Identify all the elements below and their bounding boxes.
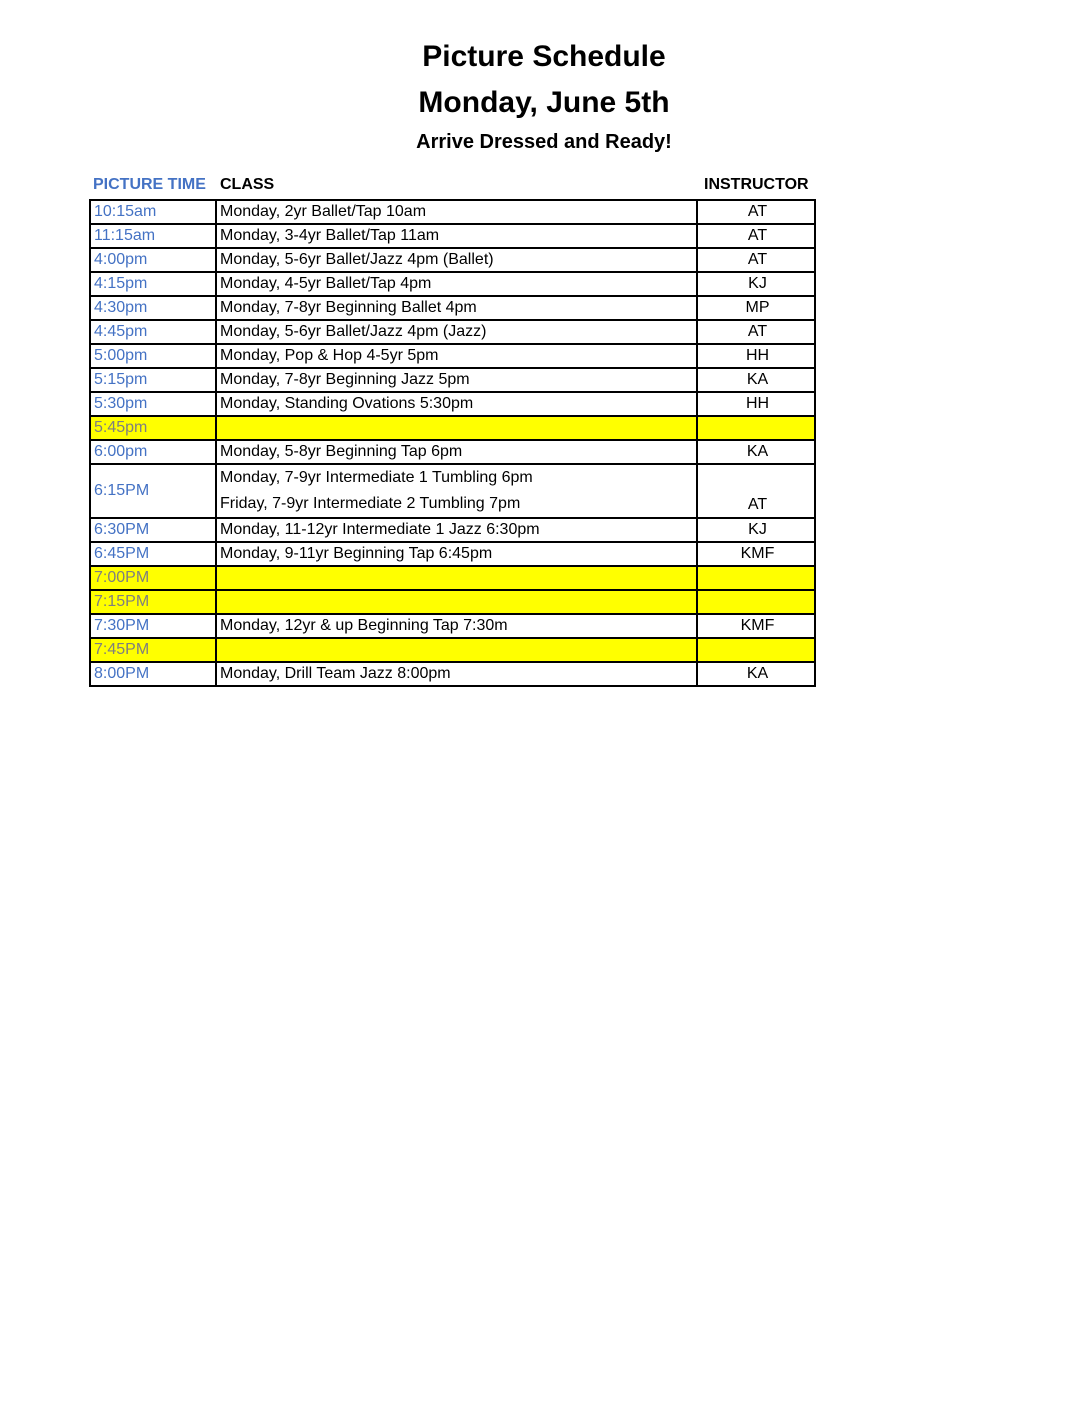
- picture-time-cell: 7:15PM: [90, 590, 216, 614]
- schedule-table-body: [90, 200, 815, 686]
- instructor-cell: HH: [697, 392, 815, 416]
- column-header-picture-time: PICTURE TIME: [93, 176, 206, 193]
- class-cell: Monday, 3-4yr Ballet/Tap 11am: [216, 224, 697, 248]
- column-header-class: CLASS: [220, 176, 275, 193]
- instructor-cell: KA: [697, 440, 815, 464]
- table-row: [90, 248, 815, 272]
- picture-time-cell: 5:00pm: [90, 344, 216, 368]
- schedule-table: [89, 199, 816, 687]
- class-cell: [216, 566, 697, 590]
- picture-time-cell: 6:45PM: [90, 542, 216, 566]
- class-name: Monday, 7-9yr Intermediate 1 Tumbling 6pm: [220, 469, 533, 486]
- class-cell: Monday, 5-6yr Ballet/Jazz 4pm (Jazz): [216, 320, 697, 344]
- table-row: [90, 416, 815, 440]
- class-cell: Monday, 11-12yr Intermediate 1 Jazz 6:30pm: [216, 518, 697, 542]
- table-row: [90, 368, 815, 392]
- instructor-cell: KJ: [697, 518, 815, 542]
- picture-time-cell: 7:30PM: [90, 614, 216, 638]
- picture-time-cell: 6:30PM: [90, 518, 216, 542]
- class-cell: Monday, 4-5yr Ballet/Tap 4pm: [216, 272, 697, 296]
- class-cell: Monday, Pop & Hop 4-5yr 5pm: [216, 344, 697, 368]
- instructor-cell: AT: [697, 320, 815, 344]
- table-row: [90, 344, 815, 368]
- table-row: [90, 224, 815, 248]
- instructor-cell: KMF: [697, 614, 815, 638]
- instructor-cell: AT: [697, 200, 815, 224]
- picture-time-cell: 7:00PM: [90, 566, 216, 590]
- table-row: [90, 200, 815, 224]
- class-cell: Monday, 9-11yr Beginning Tap 6:45pm: [216, 542, 697, 566]
- table-row: [90, 464, 815, 518]
- instructor-cell: MP: [697, 296, 815, 320]
- page-subtitle: Arrive Dressed and Ready!: [416, 131, 672, 153]
- picture-time-cell: 5:30pm: [90, 392, 216, 416]
- instructor-cell: AT: [697, 224, 815, 248]
- instructor-cell: [697, 590, 815, 614]
- class-cell: Monday, 7-8yr Beginning Ballet 4pm: [216, 296, 697, 320]
- table-row: [90, 542, 815, 566]
- instructor-cell: KJ: [697, 272, 815, 296]
- class-cell: Monday, 2yr Ballet/Tap 10am: [216, 200, 697, 224]
- class-cell: Monday, Drill Team Jazz 8:00pm: [216, 662, 697, 686]
- picture-time-cell: 4:30pm: [90, 296, 216, 320]
- instructor-cell: [697, 416, 815, 440]
- column-header-instructor: INSTRUCTOR: [704, 176, 809, 193]
- table-row: [90, 392, 815, 416]
- class-cell: [216, 638, 697, 662]
- picture-time-cell: 4:00pm: [90, 248, 216, 272]
- picture-time-cell: 5:15pm: [90, 368, 216, 392]
- instructor-cell: HH: [697, 344, 815, 368]
- instructor-cell: AT: [697, 248, 815, 272]
- table-row: [90, 272, 815, 296]
- class-cell: [216, 590, 697, 614]
- class-cell: Monday, 5-6yr Ballet/Jazz 4pm (Ballet): [216, 248, 697, 272]
- picture-time-cell: 7:45PM: [90, 638, 216, 662]
- instructor-cell: KA: [697, 662, 815, 686]
- instructor-cell: [697, 566, 815, 590]
- table-row: [90, 662, 815, 686]
- picture-time-cell: 5:45pm: [90, 416, 216, 440]
- table-row: [90, 440, 815, 464]
- table-row: [90, 320, 815, 344]
- instructor-cell: KA: [697, 368, 815, 392]
- table-row: [90, 296, 815, 320]
- picture-time-cell: 8:00PM: [90, 662, 216, 686]
- class-cell: Monday, 12yr & up Beginning Tap 7:30m: [216, 614, 697, 638]
- picture-time-cell: 10:15am: [90, 200, 216, 224]
- instructor-cell: AT: [697, 464, 815, 518]
- table-row: [90, 590, 815, 614]
- instructor-cell: KMF: [697, 542, 815, 566]
- picture-time-cell: 4:45pm: [90, 320, 216, 344]
- class-cell: Monday, Standing Ovations 5:30pm: [216, 392, 697, 416]
- table-row: [90, 614, 815, 638]
- picture-time-cell: 4:15pm: [90, 272, 216, 296]
- picture-time-cell: 6:15PM: [90, 464, 216, 518]
- class-cell: [216, 416, 697, 440]
- class-cell: [216, 464, 697, 518]
- table-row: [90, 638, 815, 662]
- class-cell: Monday, 5-8yr Beginning Tap 6pm: [216, 440, 697, 464]
- page-title: Picture Schedule: [422, 40, 666, 73]
- class-cell: Monday, 7-8yr Beginning Jazz 5pm: [216, 368, 697, 392]
- picture-time-cell: 11:15am: [90, 224, 216, 248]
- picture-time-cell: 6:00pm: [90, 440, 216, 464]
- schedule-date: Monday, June 5th: [418, 86, 670, 119]
- class-name: Friday, 7-9yr Intermediate 2 Tumbling 7pm: [220, 495, 521, 512]
- instructor-cell: [697, 638, 815, 662]
- table-row: [90, 518, 815, 542]
- table-row: [90, 566, 815, 590]
